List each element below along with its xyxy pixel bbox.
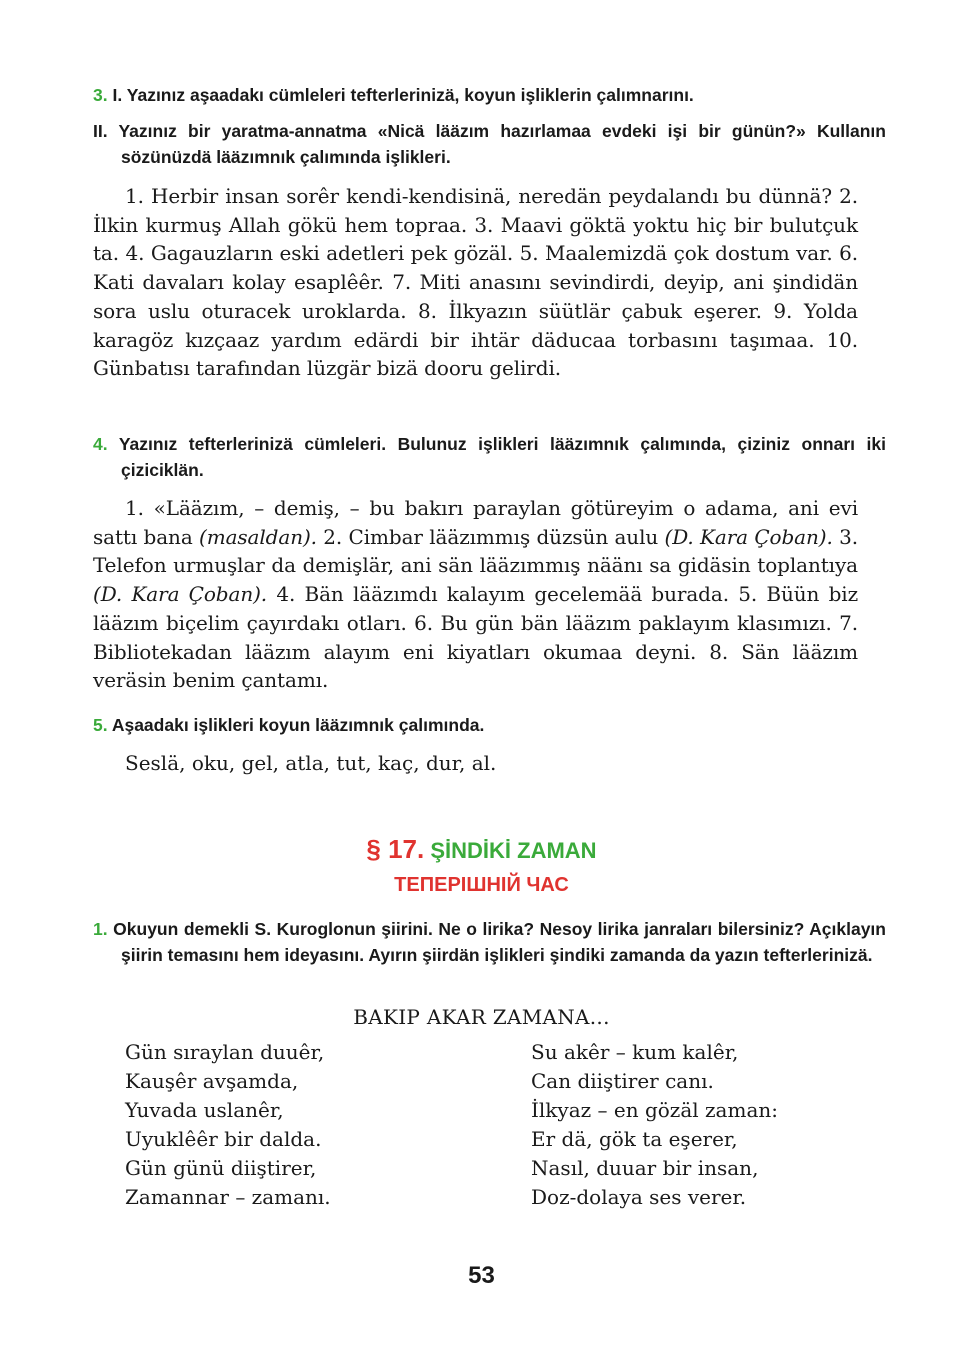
- task-text: II. Yazınız bir yaratma-annatma «Nicä lääzım hazırlamaa evdeki işi bir günün?» Kullanın sözünüzdä lääzımnık çalımında işlikleri.: [93, 121, 886, 167]
- poem-line: Er dä, gök ta eşerer,: [531, 1127, 738, 1151]
- poem-line: Nasıl, duuar bir insan,: [531, 1156, 759, 1180]
- section-title: ŞİNDİKİ ZAMAN: [430, 838, 597, 863]
- sentence: 1. «Lääzım, – demiş, – bu bakırı paraylan götüreyim o adama, ani evi sattı bana: [93, 496, 858, 549]
- task-text: I. Yazınız aşaadakı cümleleri tefterlerinizä, koyun işliklerin çalımnarını.: [112, 85, 694, 105]
- section-heading: [0, 832, 963, 868]
- sentence: 2. Cimbar lääzımmış düzsün aulu: [316, 524, 665, 549]
- exercise-3-text: 1. Herbir insan sorêr kendi-kendisinä, neredän peydalandı bu dünnä? 2. İlkin kurmuş Allah gökü hem topraa. 3. Maavi göktä yoktu hiç bir bulutçuk ta. 4. Gagauzların eski adetleri pek gözäl. 5. Maalemizdä çok dostum var. 6. Kati davaları kolay esaplêêr. 7. Miti anasını sevindirdi, deyip, ani şindidän sora uslu oturacek uroklarda. 8. İlkyazın süütlär çabuk eşerer. 9. Yolda karagöz kızçaaz yardım edärdi bir ihtär däducaa torbasını taşımaa. 10. Günbatısı tarafından lüzgär bizä dooru gelirdi.: [93, 184, 858, 381]
- task-5: [93, 712, 858, 738]
- poem-line: Uyuklêêr bir dalda.: [125, 1127, 322, 1151]
- task-text: Yazınız tefterlerinizä cümleleri. Bulunuz işlikleri lääzımnık çalımında, çiziniz onnarı iki çiziciklän.: [118, 434, 887, 480]
- poem-line: Yuvada uslanêr,: [125, 1098, 284, 1122]
- section-subtitle: ТЕПЕРІШНІЙ ЧАС: [394, 874, 569, 896]
- poem-line: Kauşêr avşamda,: [125, 1069, 299, 1093]
- poem-title: BAKIP AKAR ZAMANA...: [353, 1005, 610, 1029]
- exercise-5-words: Seslä, oku, gel, atla, tut, kaç, dur, al.: [125, 751, 497, 775]
- source-citation: (D. Kara Çoban).: [664, 524, 833, 549]
- task-4: [93, 431, 886, 483]
- task-3-part-2: [93, 118, 886, 170]
- poem-line: Zamannar – zamanı.: [125, 1185, 331, 1209]
- page-number: 53: [468, 1262, 495, 1289]
- poem-right-column: [531, 1038, 778, 1212]
- poem-left-column: [125, 1038, 331, 1212]
- task-text: Okuyun demekli S. Kuroglonun şiirini. Ne o lirika? Nesoy lirika janraları bilersiniz? Açıklayın şiirin temasını hem ideyasını. Ayırın şiirdän işlikleri şindiki zamanda da yazın tefterlerinizä.: [113, 919, 886, 965]
- section-number: § 17.: [366, 834, 425, 864]
- poem-line: Gün günü diiştirer,: [125, 1156, 317, 1180]
- task-3-part-1: [93, 82, 858, 108]
- task-1: [93, 916, 886, 968]
- task-number: 4.: [93, 434, 108, 454]
- poem-line: Doz-dolaya ses verer.: [531, 1185, 747, 1209]
- exercise-4-text: [93, 494, 858, 695]
- task-number: 3.: [93, 85, 108, 105]
- poem-line: Su akêr – kum kalêr,: [531, 1040, 739, 1064]
- sentence: 3. Telefon urmuşlar da demişlär, ani sän lääzımmış näänı sa gidäsin toplantıya: [93, 524, 858, 578]
- source-citation: (masaldan).: [199, 524, 317, 549]
- task-text: Aşaadakı işlikleri koyun lääzımnık çalımında.: [111, 715, 485, 735]
- poem-line: İlkyaz – en gözäl zaman:: [531, 1098, 778, 1122]
- sentence: 4. Bän lääzımdı kalayım gecelemää burada. 5. Büün biz lääzım biçelim çayırdakı otları. 6. Bu gün bän lääzım paklayım klasımızı. 7. Bibliotekadan lääzım alayım eni kiyatları okumaa deyni. 8. Sän lääzım veräsin benim çantamı.: [93, 582, 859, 693]
- source-citation: (D. Kara Çoban).: [93, 582, 268, 607]
- task-number: 5.: [93, 715, 108, 735]
- poem-line: Can diiştirer canı.: [531, 1069, 714, 1093]
- task-number: 1.: [93, 919, 108, 939]
- poem-line: Gün sıraylan duuêr,: [125, 1040, 325, 1064]
